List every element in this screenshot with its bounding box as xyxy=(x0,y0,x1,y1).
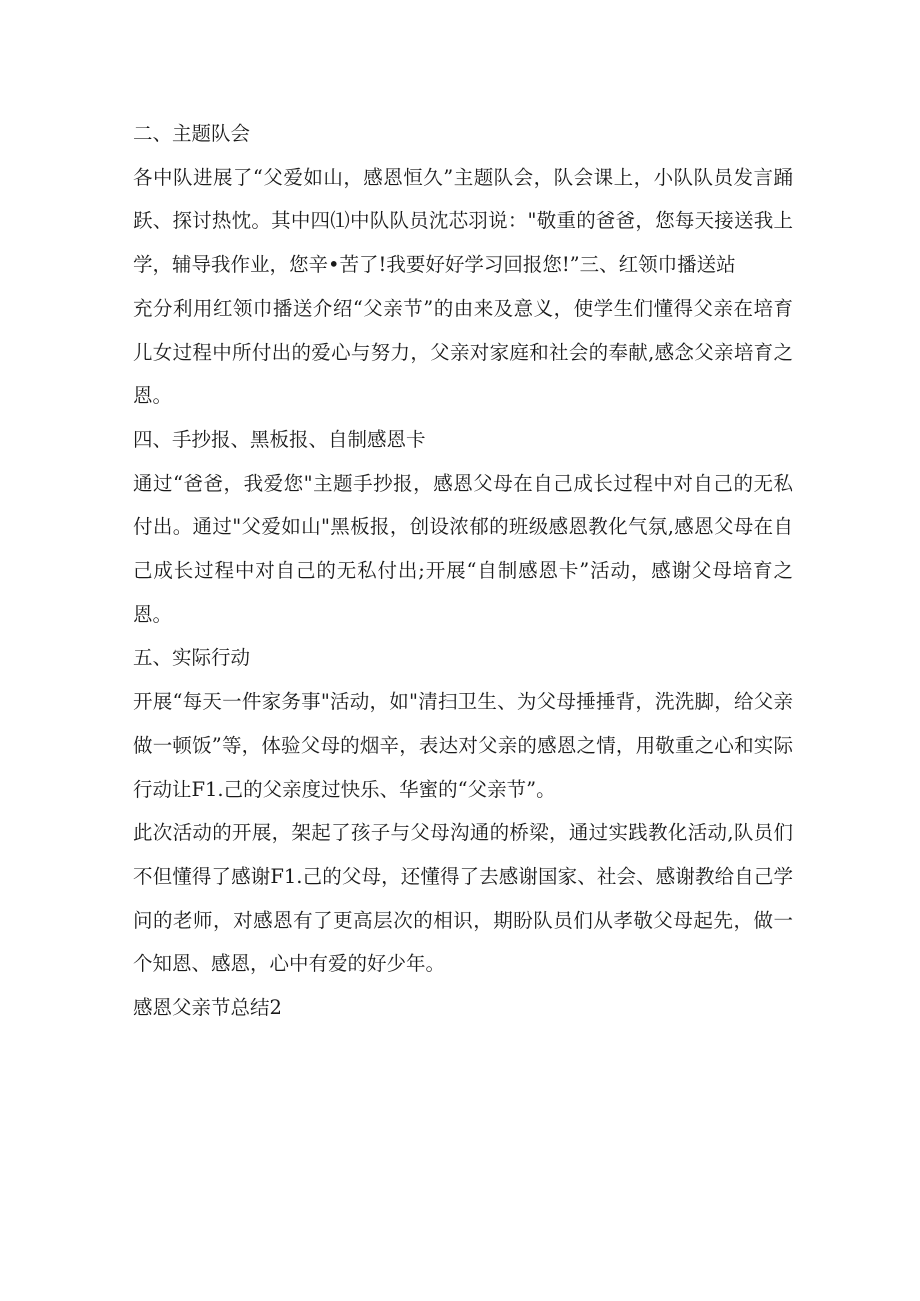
next-section-title: 感恩父亲节总结2 xyxy=(133,996,282,1020)
paragraph-theme-meeting: 各中队进展了“父爱如山，感恩恒久”主题队会，队会课上，小队队员发言踊跃、探讨热忱。其中四⑴中队队员沈芯羽说："敬重的爸爸，您每天接送我上学，辅导我作业，您辛•苦了!我要好好学习回报您!”三、红领巾播送站 xyxy=(133,165,793,277)
paragraph-handcopy: 通过“爸爸，我爱您"主题手抄报，感恩父母在自己成长过程中对自己的无私付出。通过"父爱如山"黑板报，创设浓郁的班级感恩教化气氛,感恩父母在自己成长过程中对自己的无私付出;开展“自制感恩卡”活动，感谢父母培育之恩。 xyxy=(133,471,793,626)
section-heading-theme-meeting: 二、主题队会 xyxy=(133,122,251,145)
section-heading-handcopy: 四、手抄报、黑板报、自制感恩卡 xyxy=(133,427,426,451)
section-heading-action: 五、实际行动 xyxy=(133,646,251,670)
paragraph-summary: 此次活动的开展，架起了孩子与父母沟通的桥梁，通过实践教化活动,队员们不但懂得了感谢F1.己的父母，还懂得了去感谢国家、社会、感谢教给自己学问的老师，对感恩有了更高层次的相识，期盼队员们从孝敬父母起先，做一个知恩、感恩，心中有爱的好少年。 xyxy=(133,821,793,976)
paragraph-action: 开展“每天一件家务事"活动，如"清扫卫生、为父母捶捶背，洗洗脚，给父亲做一顿饭”等，体验父母的烟辛，表达对父亲的感恩之情，用敬重之心和实际行动让F1.己的父亲度过快乐、华蜜的“父亲节”。 xyxy=(133,690,793,801)
document-body xyxy=(133,112,793,1030)
paragraph-broadcast: 充分利用红领巾播送介绍“父亲节”的由来及意义，使学生们懂得父亲在培育儿女过程中所付出的爱心与努力，父亲对家庭和社会的奉献,感念父亲培育之恩。 xyxy=(133,296,793,408)
